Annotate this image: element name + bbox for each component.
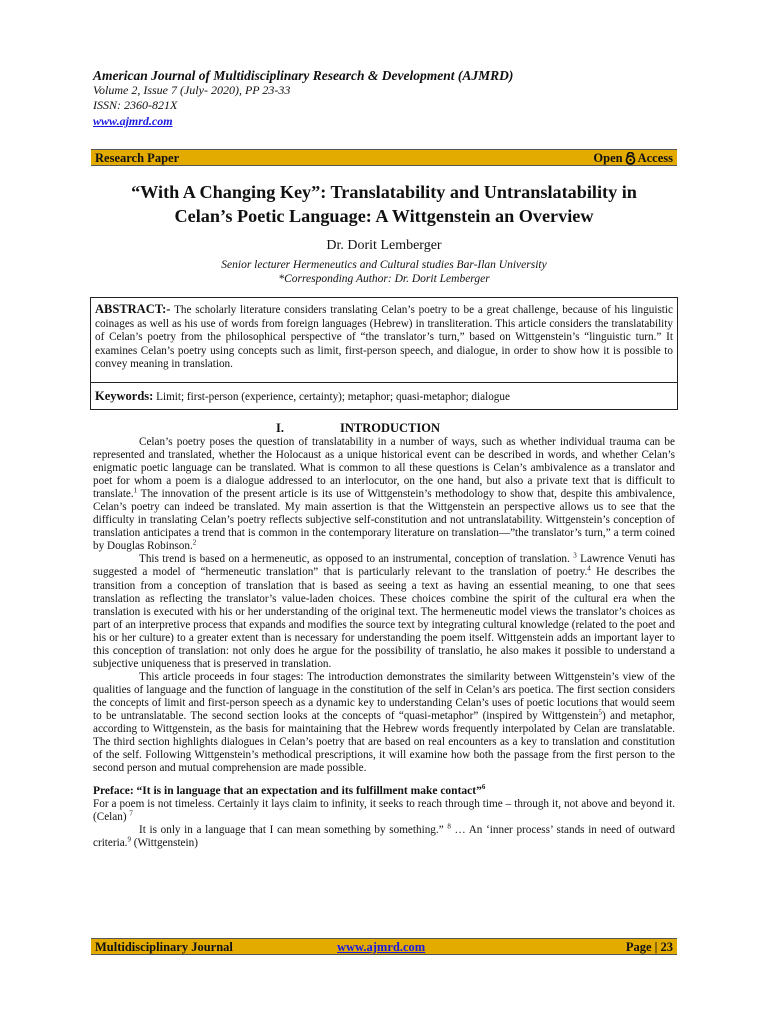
footnote-ref-7[interactable]: 7 — [129, 809, 133, 818]
paragraph-3 — [93, 671, 675, 775]
journal-header — [93, 68, 693, 129]
paragraph-2-part-a: This trend is based on a hermeneutic, as opposed to an instrumental, conception of translation. — [139, 553, 570, 566]
paragraph-2-part-c: He describes the transition from a conception of translation that is based as seeing a text as having an essential meaning, to one that sees translation as reflecting the translator’s value-laden choices. These choices combine the spirit of the cultural era when the translation is executed with his or her understanding of the original text. The hermeneutic model views the translator’s choices as part of an interpretive process that expands and modifies the source text by integrating cultural knowledge (related to the poet and his or her culture) to a greater extent than is necessary for understanding the poem itself. Wittgenstein adds an important layer to this conception of translation: not only does he argue for the possibility of translatio, he also makes it possible to understand a subjective uniqueness that is preserved in translation. — [93, 566, 675, 670]
quote-wittgenstein-part-c: (Wittgenstein) — [130, 837, 198, 850]
section-number: I. — [276, 421, 284, 435]
abstract-box — [90, 297, 678, 410]
quote-wittgenstein — [93, 824, 675, 850]
author-affiliation-block — [80, 258, 688, 286]
open-access-suffix: Access — [637, 151, 673, 165]
section-heading — [276, 421, 440, 436]
paragraph-3-part-a: This article proceeds in four stages: The introduction demonstrates the similarity between Wittgenstein’s view of the qualities of language and the function of language in the constitution of the self in Celan’s ars poetica. The first section considers the concepts of limit and first-person speech as a dynamic key to understanding Celan’s uses of poetic locutions that would seem to be untranslatable. The second section looks at the concepts of “quasi-metaphor” (inspired by Wittgenstein — [93, 670, 675, 722]
footnote-ref-8[interactable]: 8 — [447, 822, 451, 831]
body-text — [93, 436, 675, 850]
author-name: Dr. Dorit Lemberger — [326, 238, 442, 253]
author-affiliation: Senior lecturer Hermeneutics and Cultural studies Bar-Ilan University — [221, 259, 547, 271]
page-number: Page | 23 — [625, 940, 673, 954]
preface-title: Preface: “It is in language that an expectation and its fulfillment make contact” — [93, 785, 482, 798]
footnote-ref-9[interactable]: 9 — [127, 835, 131, 844]
footer-url-link[interactable]: www.ajmrd.com — [337, 940, 426, 954]
abstract-label: ABSTRACT:- — [95, 302, 171, 316]
paragraph-3-part-b: ) and metaphor, according to Wittgenstein, as the basis for maintaining that the Hebrew words frequently interpolated by Celan are translatable. The third section highlights dialogues in Celan’s poetry that are based on real encounters as a key to translation and constitution of the self. Following Wittgenstein’s methodical prescriptions, it will examine how both the passage from the first person to the second person and mutual comprehension are made possible. — [93, 709, 675, 775]
quote-wittgenstein-part-a: It is only in a language that I can mean something by something.” — [139, 824, 444, 837]
keywords-label: Keywords: — [95, 389, 154, 403]
abstract-text: The scholarly literature considers translating Celan’s poetry to be a great challenge, because of his linguistic coinages as well as his use of words from foreign languages (Hebrew) in transliteration. This article considers the translatability of Celan’s poetry from the philosophical perspective of “the translator’s turn,” based on Wittgenstein’s “linguistic turn.” It examines Celan’s poetry using concepts such as limit, first-person speech, and dialogue, in order to show how it is possible to convey meaning in translation. — [95, 304, 673, 370]
open-access-prefix: Open — [593, 151, 623, 165]
footnote-ref-4[interactable]: 4 — [587, 564, 591, 573]
footnote-ref-6[interactable]: 6 — [481, 783, 486, 792]
footnote-ref-3[interactable]: 3 — [573, 551, 577, 560]
footer-band — [91, 938, 677, 955]
quote-celan-text: For a poem is not timeless. Certainly it lays claim to infinity, it seeks to reach through time – through it, not above and beyond it. (Celan) — [93, 798, 675, 824]
paper-title-line-1: “With A Changing Key”: Translatability and Untranslatability in — [131, 182, 637, 202]
paragraph-1 — [93, 436, 675, 553]
paper-title — [80, 180, 688, 228]
journal-url-link[interactable]: www.ajmrd.com — [93, 114, 173, 128]
keywords-text: Limit; first-person (experience, certainty); metaphor; quasi-metaphor; dialogue — [156, 391, 510, 403]
quote-wittgenstein-part-b: … An ‘inner process’ stands in need of outward criteria. — [93, 824, 675, 850]
paper-type-label: Research Paper — [95, 151, 180, 165]
preface-heading — [93, 785, 675, 798]
open-access-lock-icon — [624, 152, 637, 165]
abstract — [95, 303, 673, 372]
section-title: INTRODUCTION — [340, 421, 441, 435]
paper-title-line-2: Celan’s Poetic Language: A Wittgenstein an Overview — [174, 206, 594, 226]
corresponding-author: *Corresponding Author: Dr. Dorit Lemberger — [278, 273, 490, 285]
paragraph-1-part-a: Celan’s poetry poses the question of translatability in a number of ways, such as whether individual trauma can be represented and translated, whether the Holocaust as a unique historical event can be described in words, and whether Celan’s enigmatic poetic language can be translated. What is common to all these questions is Celan’s ambivalence as a translator and poet for whom a poem is a dialogue addressed to an interlocutor, on the one hand, but also a private text that is difficult to translate. — [93, 436, 675, 501]
footnote-ref-1[interactable]: 1 — [133, 486, 138, 495]
paragraph-2 — [93, 553, 675, 670]
paragraph-1-part-b: The innovation of the present article is its use of Wittgenstein’s methodology to show that, despite this ambivalence, Celan’s poetry can indeed be translated. My main assertion is that the Wittgenstein an perspective allows us to see that the difficulty in translating Celan’s poetry reflects subjective self-constitution and not untranslatability. Wittgenstein’s conception of translation anticipates a trend that is common in the contemporary literature on translation—”the translator’s turn,” a term coined by Douglas Robinson. — [93, 488, 675, 553]
keywords-divider — [91, 382, 677, 383]
keywords — [95, 389, 510, 404]
header-band — [91, 149, 677, 166]
journal-volume: Volume 2, Issue 7 (July- 2020), PP 23-33 — [93, 83, 291, 97]
journal-issn: ISSN: 2360-821X — [93, 98, 178, 112]
quote-celan — [93, 798, 675, 824]
footnote-ref-5[interactable]: 5 — [598, 708, 603, 717]
footer-journal-name: Multidisciplinary Journal — [95, 940, 233, 954]
open-access-label — [593, 151, 673, 166]
journal-title: American Journal of Multidisciplinary Research & Development (AJMRD) — [93, 68, 514, 83]
paragraph-2-part-b: Lawrence Venuti has suggested a model of “hermeneutic translation” that is particularly relevant to the translation of poetry. — [93, 553, 675, 579]
footnote-ref-2[interactable]: 2 — [192, 538, 197, 547]
